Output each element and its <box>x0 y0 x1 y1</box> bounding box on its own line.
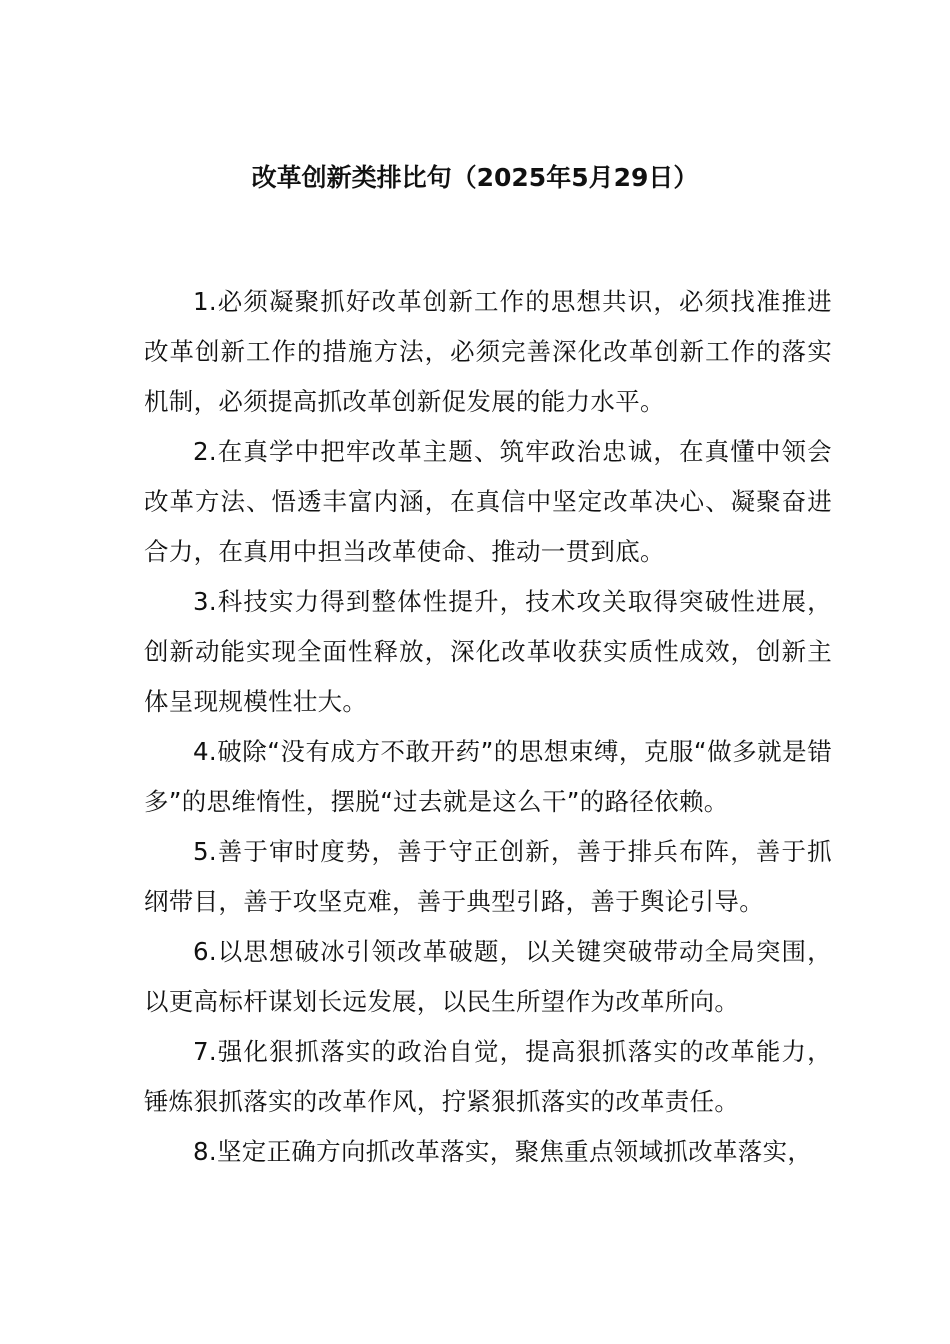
paragraph-5: 5.善于审时度势，善于守正创新，善于排兵布阵，善于抓纲带目，善于攻坚克难，善于典型引路，善于舆论引导。 <box>144 837 832 916</box>
document-body <box>144 277 832 1177</box>
paragraph-2: 2.在真学中把牢改革主题、筑牢政治忠诚，在真懂中领会改革方法、悟透丰富内涵，在真信中坚定改革决心、凝聚奋进合力，在真用中担当改革使命、推动一贯到底。 <box>144 437 832 566</box>
paragraph-4: 4.破除“没有成方不敢开药”的思想束缚，克服“做多就是错多”的思维惰性，摆脱“过去就是这么干”的路径依赖。 <box>144 737 832 816</box>
paragraph-7: 7.强化狠抓落实的政治自觉，提高狠抓落实的改革能力，锤炼狠抓落实的改革作风，拧紧狠抓落实的改革责任。 <box>144 1037 832 1116</box>
paragraph-6: 6.以思想破冰引领改革破题，以关键突破带动全局突围，以更高标杆谋划长远发展，以民生所望作为改革所向。 <box>144 937 832 1016</box>
paragraph-1: 1.必须凝聚抓好改革创新工作的思想共识，必须找准推进改革创新工作的措施方法，必须完善深化改革创新工作的落实机制，必须提高抓改革创新促发展的能力水平。 <box>144 287 832 416</box>
paragraph-8: 8.坚定正确方向抓改革落实，聚焦重点领域抓改革落实， <box>193 1137 813 1166</box>
document-title: 改革创新类排比句（2025年5月29日） <box>251 163 699 192</box>
paragraph-3: 3.科技实力得到整体性提升，技术攻关取得突破性进展，创新动能实现全面性释放，深化改革收获实质性成效，创新主体呈现规模性壮大。 <box>144 587 832 716</box>
